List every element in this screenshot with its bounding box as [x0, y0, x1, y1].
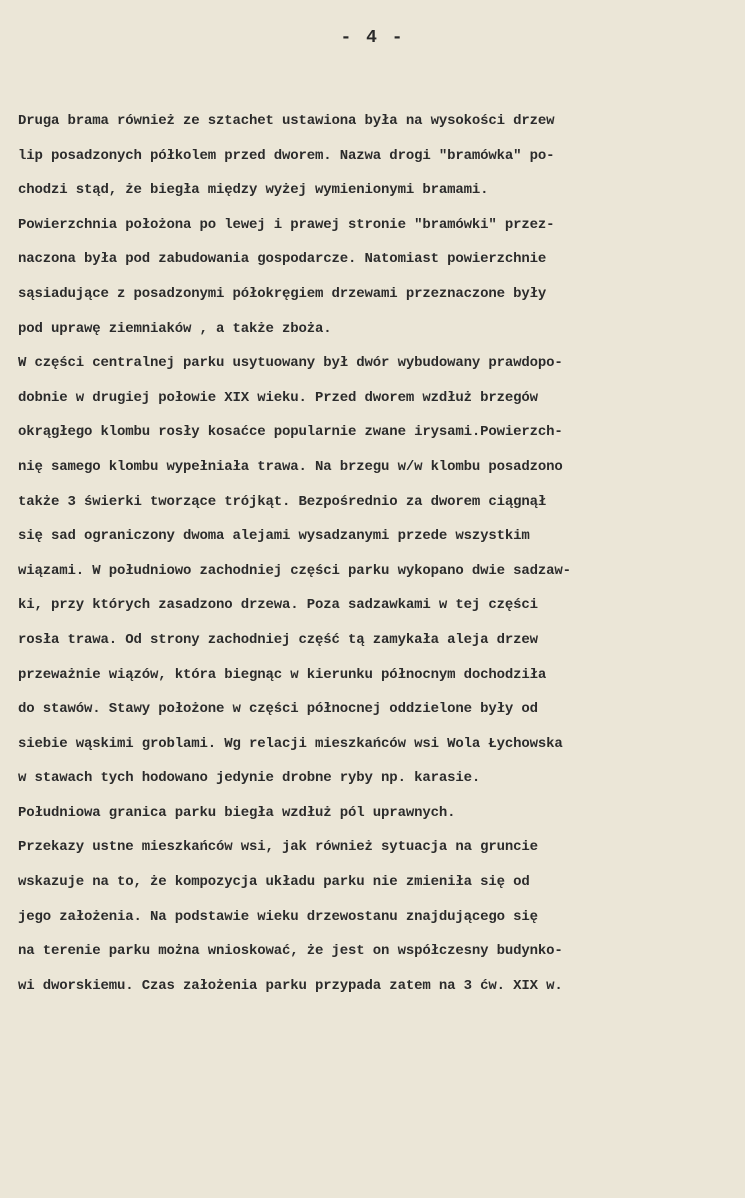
text-line: W części centralnej parku usytuowany był dwór wybudowany prawdopo-: [18, 355, 563, 372]
text-line: ki, przy których zasadzono drzewa. Poza sadzawkami w tej części: [18, 597, 538, 614]
text-line: sąsiadujące z posadzonymi półokręgiem drzewami przeznaczone były: [18, 285, 547, 302]
text-line: Przekazy ustne mieszkańców wsi, jak również sytuacja na gruncie: [18, 839, 538, 856]
text-line: Druga brama również ze sztachet ustawiona była na wysokości drzew: [18, 113, 555, 129]
text-line: Południowa granica parku biegła wzdłuż pól uprawnych.: [18, 804, 456, 821]
text-line: wi dworskiemu. Czas założenia parku przypada zatem na 3 ćw. XIX w.: [18, 977, 563, 994]
text-line: lip posadzonych półkolem przed dworem. Nazwa drogi "bramówka" po-: [18, 147, 555, 164]
text-line: przeważnie wiązów, która biegnąc w kierunku północnym dochodziła: [18, 666, 547, 683]
text-line: chodzi stąd, że biegła między wyżej wymienionymi bramami.: [18, 182, 489, 199]
text-line: także 3 świerki tworzące trójkąt. Bezpośrednio za dworem ciągnął: [18, 493, 547, 510]
text-line: na terenie parku można wnioskować, że jest on współczesny budynko-: [18, 943, 563, 960]
text-line: do stawów. Stawy położone w części północnej oddzielone były od: [18, 701, 538, 718]
text-line: siebie wąskimi groblami. Wg relacji mieszkańców wsi Wola Łychowska: [18, 735, 563, 752]
text-line: jego założenia. Na podstawie wieku drzewostanu znajdującego się: [18, 908, 538, 925]
text-line: okrągłego klombu rosły kosaćce popularnie zwane irysami.Powierzch-: [18, 424, 563, 441]
text-line: Powierzchnia położona po lewej i prawej stronie "bramówki" przez-: [18, 216, 555, 233]
text-line: wskazuje na to, że kompozycja układu parku nie zmieniła się od: [18, 874, 530, 891]
text-line: rosła trawa. Od strony zachodniej część tą zamykała aleja drzew: [18, 631, 538, 648]
text-line: w stawach tych hodowano jedynie drobne ryby np. karasie.: [18, 770, 481, 787]
body-text: [18, 104, 728, 1003]
text-line: nię samego klombu wypełniała trawa. Na brzegu w/w klombu posadzono: [18, 458, 563, 475]
text-line: wiązami. W południowo zachodniej części parku wykopano dwie sadzaw-: [18, 562, 571, 579]
text-line: dobnie w drugiej połowie XIX wieku. Przed dworem wzdłuż brzegów: [18, 389, 538, 406]
text-line: pod uprawę ziemniaków , a także zboża.: [18, 320, 332, 337]
text-line: się sad ograniczony dwoma alejami wysadzanymi przede wszystkim: [18, 528, 530, 545]
page-number: - 4 -: [340, 28, 405, 48]
text-line: naczona była pod zabudowania gospodarcze. Natomiast powierzchnie: [18, 251, 547, 268]
